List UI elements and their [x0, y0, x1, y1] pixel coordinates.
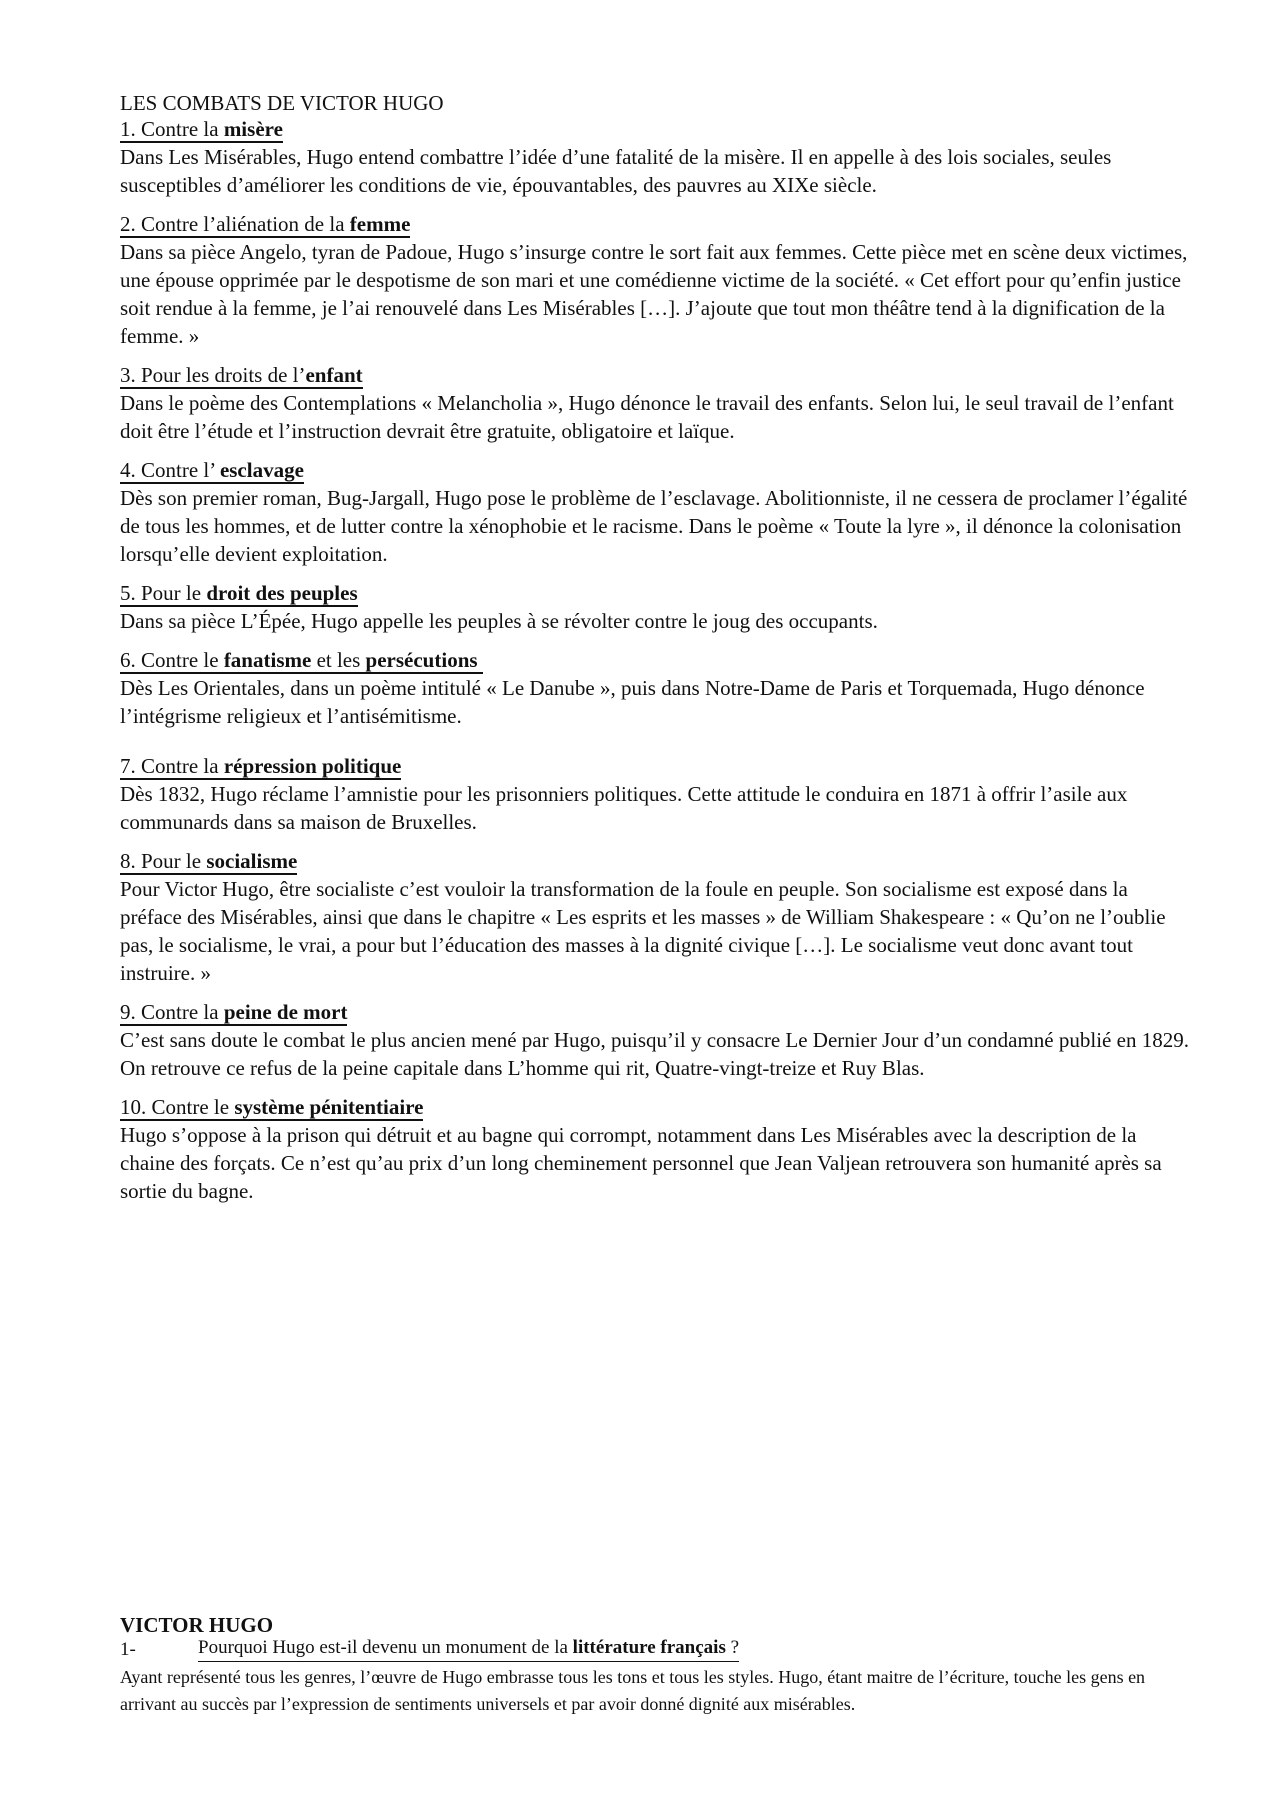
heading-keyword: droit des peuples: [206, 581, 358, 605]
heading-prefix: 9. Contre la: [120, 1000, 224, 1024]
heading-prefix: 4. Contre l’: [120, 458, 220, 482]
section-fanatisme: [120, 648, 1190, 730]
answer-text: Ayant représenté tous les genres, l’œuvre de Hugo embrasse tous les tons et tous les styles. Hugo, étant maitre de l’écriture, touche les gens en arrivant au succès par l’expression de sentiments universels et par avoir donné dignité aux misérables.: [120, 1667, 1146, 1714]
section-heading: [120, 849, 297, 875]
section-droit-des-peuples: [120, 581, 1190, 635]
heading-keyword: répression politique: [223, 754, 402, 778]
section-text: Dès 1832, Hugo réclame l’amnistie pour les prisonniers politiques. Cette attitude le conduira en 1871 à offrir l’asile aux communards dans sa maison de Bruxelles.: [120, 782, 1128, 834]
section-text: Dans sa pièce Angelo, tyran de Padoue, Hugo s’insurge contre le sort fait aux femmes. Cette pièce met en scène deux victimes, une épouse opprimée par le despotisme de son mari et une comédienne victime de la société. « Cet effort pour qu’enfin justice soit rendue à la femme, je l’ai renouvelé dans Les Misérables […]. J’ajoute que tout mon théâtre tend à la dignification de la femme. »: [120, 240, 1188, 348]
section-text: Dans sa pièce L’Épée, Hugo appelle les peuples à se révolter contre le joug des occupants.: [120, 609, 878, 633]
question-suffix: ?: [725, 1637, 740, 1658]
heading-prefix: 3. Pour les droits de l’: [120, 363, 306, 387]
section-text: Hugo s’oppose à la prison qui détruit et au bagne qui corrompt, notamment dans Les Misérables avec la description de la chaine des forçats. Ce n’est qu’au prix d’un long cheminement personnel que Jean Valjean retrouvera son humanité après sa sortie du bagne.: [120, 1123, 1162, 1203]
heading-prefix: 1. Contre la: [120, 117, 224, 141]
heading-prefix: 6. Contre le: [120, 648, 224, 672]
part2-title: VICTOR HUGO: [120, 1613, 274, 1637]
section-text: Dès Les Orientales, dans un poème intitulé « Le Danube », puis dans Notre-Dame de Paris et Torquemada, Hugo dénonce l’intégrisme religieux et l’antisémitisme.: [120, 676, 1145, 728]
question-line: [120, 1638, 1190, 1662]
heading-prefix: 7. Contre la: [120, 754, 224, 778]
heading-prefix: 10. Contre le: [120, 1095, 235, 1119]
heading-keyword: esclavage: [219, 458, 304, 482]
section-heading: [120, 458, 304, 484]
section-text: Dès son premier roman, Bug-Jargall, Hugo pose le problème de l’esclavage. Abolitionniste, il ne cessera de proclamer l’égalité de tous les hommes, et de lutter contre la xénophobie et le racisme. Dans le poème « Toute la lyre », il dénonce la colonisation lorsqu’elle devient exploitation.: [120, 486, 1188, 566]
heading-keyword: misère: [223, 117, 283, 141]
section-heading: [120, 648, 483, 674]
section-femme: [120, 212, 1190, 350]
section-text: C’est sans doute le combat le plus ancien mené par Hugo, puisqu’il y consacre Le Dernier Jour d’un condamné publié en 1829. On retrouve ce refus de la peine capitale dans L’homme qui rit, Quatre-vingt-treize et Ruy Blas.: [120, 1028, 1189, 1080]
section-heading: [120, 754, 401, 780]
section-systeme-penitentiaire: [120, 1095, 1190, 1205]
heading-keyword-2: persécutions: [365, 648, 478, 672]
section-heading: [120, 363, 363, 389]
part2: [120, 1612, 1190, 1718]
heading-keyword: fanatisme: [223, 648, 312, 672]
heading-mid: et les: [311, 648, 366, 672]
question-prefix: Pourquoi Hugo est-il devenu un monument de la: [198, 1637, 573, 1658]
heading-prefix: 8. Pour le: [120, 849, 207, 873]
question-text: [198, 1638, 739, 1662]
heading-keyword: socialisme: [206, 849, 298, 873]
section-peine-de-mort: [120, 1000, 1190, 1082]
section-heading: [120, 1095, 423, 1121]
document-page: [120, 90, 1190, 1218]
section-heading: [120, 1000, 347, 1026]
heading-keyword: système pénitentiaire: [234, 1095, 424, 1119]
document-title: LES COMBATS DE VICTOR HUGO: [120, 91, 444, 115]
heading-keyword: femme: [349, 212, 411, 236]
section-esclavage: [120, 458, 1190, 568]
section-heading: [120, 117, 283, 143]
section-text: Dans le poème des Contemplations « Melancholia », Hugo dénonce le travail des enfants. Selon lui, le seul travail de l’enfant doit être l’étude et l’instruction devrait être gratuite, obligatoire et laïque.: [120, 391, 1174, 443]
heading-prefix: 5. Pour le: [120, 581, 207, 605]
section-text: Dans Les Misérables, Hugo entend combattre l’idée d’une fatalité de la misère. Il en appelle à des lois sociales, seules susceptibles d’améliorer les conditions de vie, épouvantables, des pauvres au XIXe siècle.: [120, 145, 1112, 197]
heading-keyword: peine de mort: [223, 1000, 348, 1024]
section-heading: [120, 581, 358, 607]
section-enfant: [120, 363, 1190, 445]
question-number: 1-: [120, 1639, 136, 1660]
section-socialisme: [120, 849, 1190, 987]
section-repression-politique: [120, 754, 1190, 836]
question-keyword: littérature français: [572, 1637, 726, 1658]
heading-prefix: 2. Contre l’aliénation de la: [120, 212, 350, 236]
heading-keyword: enfant: [305, 363, 363, 387]
section-misere: [120, 117, 1190, 199]
section-text: Pour Victor Hugo, être socialiste c’est vouloir la transformation de la foule en peuple. Son socialisme est exposé dans la préface des Misérables, ainsi que dans le chapitre « Les esprits et les masses » de William Shakespeare : « Qu’on ne l’oublie pas, le socialisme, le vrai, a pour but l’éducation des masses à la dignité civique […]. Le socialisme veut donc avant tout instruire. »: [120, 877, 1166, 985]
section-heading: [120, 212, 410, 238]
